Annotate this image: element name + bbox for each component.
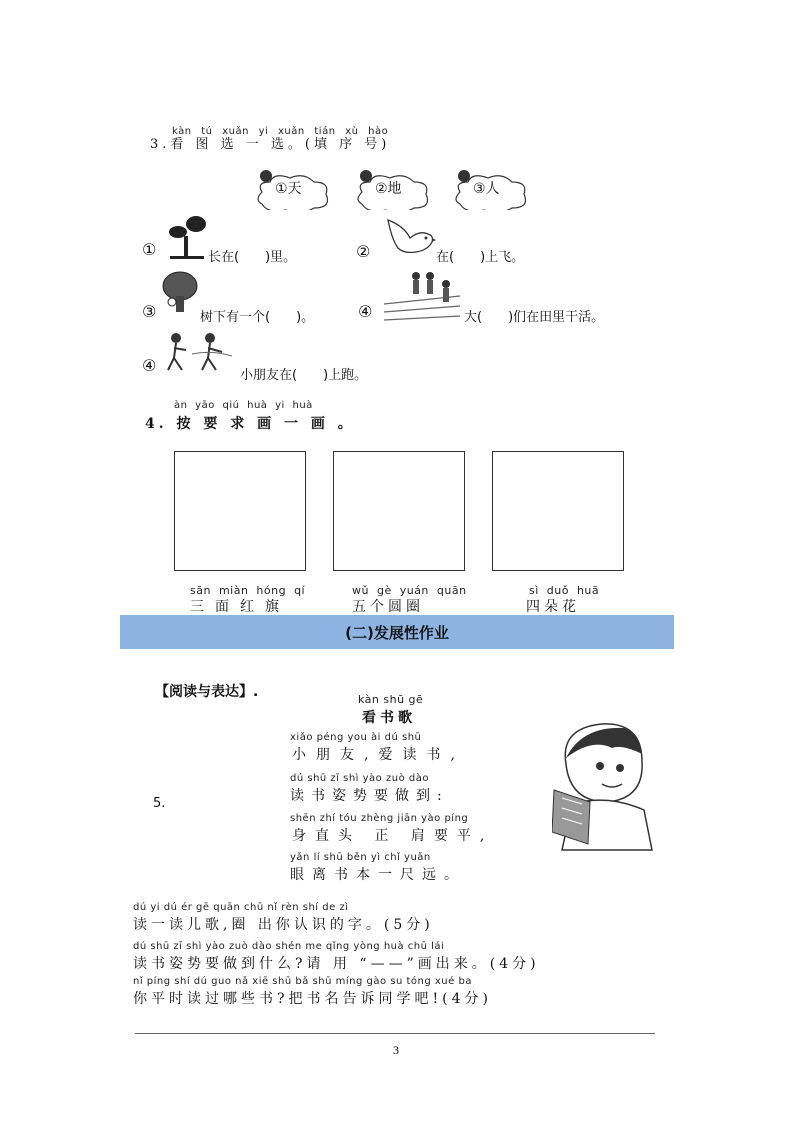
bird-icon (384, 216, 436, 260)
question3: 你平时读过哪些书?把书名告诉同学吧!(4分) (133, 991, 492, 1007)
poem-line3: 身直头 正 肩要平, (292, 828, 494, 844)
item2-text: 在( )上飞。 (436, 250, 525, 265)
poem-line3-pinyin: shēn zhí tóu zhèng jiān yào píng (290, 813, 469, 824)
item5-text: 小朋友在( )上跑。 (240, 368, 368, 383)
item3-text: 树下有一个( )。 (200, 310, 315, 325)
question1: 读一读儿歌,圈 出你认识的字。(5分) (133, 917, 434, 933)
item1-number: ① (142, 240, 157, 259)
draw-box-flowers[interactable] (492, 451, 624, 571)
box2-label: 五个圆圈 (352, 599, 424, 615)
sprout-icon (166, 212, 208, 262)
item4-number: ④ (358, 302, 373, 321)
footer-rule (135, 1033, 655, 1034)
item5-number: ④ (142, 356, 157, 375)
box3-pinyin: sì duǒ huā (529, 584, 600, 597)
tree-icon (160, 270, 200, 314)
item2-number: ② (356, 242, 371, 261)
box3-label: 四朵花 (526, 599, 580, 615)
question-number: 5. (153, 796, 166, 811)
q3-title: 3.看 图 选 一 选。(填 序 号) (150, 137, 391, 152)
item1-text: 长在( )里。 (208, 250, 297, 265)
question2: 读书姿势要做到什么?请 用 “——”画出来。(4分) (133, 956, 540, 972)
option-ren: ③人 (473, 181, 500, 197)
item3-number: ③ (142, 302, 157, 321)
item4-text: 大( )们在田里干活。 (464, 310, 605, 325)
farmers-icon (382, 270, 464, 326)
poem-title: 看书歌 (362, 710, 416, 726)
section-banner: (二)发展性作业 (120, 615, 674, 649)
boy-reading-icon (552, 718, 662, 858)
question2-pinyin: dú shū zī shì yào zuò dào shén me qǐng yòng huà chū lái (133, 941, 445, 952)
poem-line4-pinyin: yǎn lí shū běn yì chǐ yuǎn (290, 852, 431, 863)
poem-line2: 读书姿势要做到: (290, 788, 449, 804)
box1-label: 三面红旗 (190, 599, 290, 615)
poem-line4: 眼离书本一尺远。 (290, 867, 466, 883)
q3-pinyin: kàn tú xuǎn yi xuǎn tián xù hào (172, 126, 389, 137)
box1-pinyin: sān miàn hóng qí (190, 584, 306, 597)
box2-pinyin: wǔ gè yuán quān (352, 584, 467, 597)
kids-running-icon (162, 330, 238, 376)
question1-pinyin: dú yi dú ér gē quān chū nǐ rèn shí de zì (133, 902, 349, 913)
page-number: 3 (393, 1043, 399, 1057)
option-tian: ①天 (275, 181, 302, 197)
draw-box-circles[interactable] (333, 451, 465, 571)
option-di: ②地 (375, 181, 402, 197)
poem-title-pinyin: kàn shū gē (358, 693, 424, 706)
reading-heading: 【阅读与表达】. (155, 684, 259, 700)
draw-box-flags[interactable] (174, 451, 306, 571)
poem-line2-pinyin: dú shū zī shì yào zuò dào (290, 773, 429, 784)
q4-pinyin: àn yāo qiú huà yi huà (174, 400, 313, 411)
q4-title: 4. 按 要 求 画 一 画 。 (145, 416, 356, 432)
poem-line1-pinyin: xiǎo péng you ài dú shū (290, 732, 422, 743)
question3-pinyin: nǐ píng shí dú guo nǎ xiē shū bǎ shū míng gào su tóng xué ba (133, 976, 472, 987)
poem-line1: 小朋友,爱读书, (292, 747, 465, 763)
